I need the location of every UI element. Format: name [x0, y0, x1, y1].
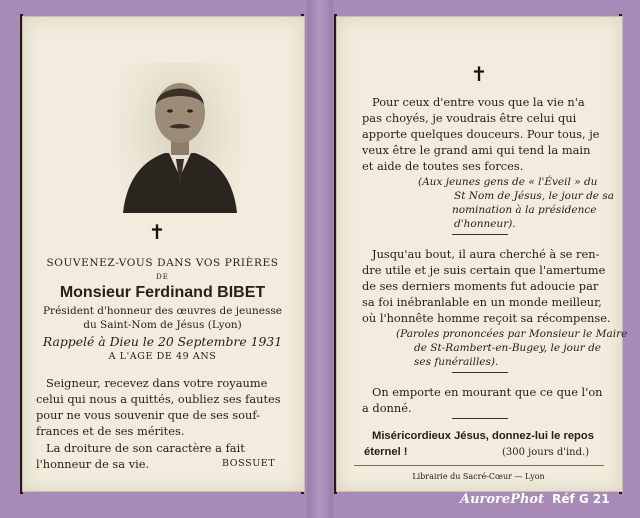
citation-2-line-3: ses funérailles).: [414, 356, 499, 368]
final-prayer-line-1: Miséricordieux Jésus, donnez-lui le repos: [372, 430, 594, 442]
citation-1-line-1: (Aux jeunes gens de « l'Éveil » du: [418, 176, 598, 188]
paragraph-2-line-2: dre utile et je suis certain que l'amertume: [362, 263, 606, 277]
paragraph-1-line-5: et aide de toutes ses forces.: [362, 159, 524, 173]
watermark: [460, 492, 634, 514]
death-date: Rappelé à Dieu le 20 Septembre 1931: [42, 334, 283, 349]
paragraph-2-line-1: Jusqu'au bout, il aura cherché à se ren-: [372, 247, 600, 261]
paragraph-3-line-2: a donné.: [362, 401, 412, 415]
prayer-line-1: Seigneur, recevez dans votre royaume: [46, 376, 268, 390]
printer-credit: Librairie du Sacré-Cœur — Lyon: [412, 472, 545, 481]
printer-rule: [354, 465, 604, 466]
deceased-name: Monsieur Ferdinand BIBET: [59, 284, 266, 301]
quote-line-2: l'honneur de sa vie.: [36, 457, 150, 471]
portrait-photo: [119, 63, 241, 213]
divider-2: [452, 372, 508, 373]
final-prayer-line-2: éternel !: [364, 446, 408, 458]
watermark-signature: AurorePhot: [460, 492, 545, 507]
paragraph-1-line-1: Pour ceux d'entre vous que la vie n'a: [372, 95, 585, 109]
paragraph-1-line-4: veux être le grand ami qui tend la main: [362, 143, 591, 157]
paragraph-2-line-5: où l'honnête homme reçoit sa récompense.: [362, 311, 611, 325]
indulgence-note: (300 jours d'ind.): [502, 447, 590, 458]
citation-2-line-2: de St-Rambert-en-Bugey, le jour de: [414, 342, 602, 354]
age-at-death: A L'AGE DE 49 ANS: [108, 351, 217, 362]
paragraph-2-line-4: sa foi inébranlable en un monde meilleur,: [362, 295, 602, 309]
reference-label: Réf G 21: [552, 492, 610, 506]
citation-2-line-1: (Paroles prononcées par Monsieur le Maire: [396, 328, 628, 340]
cross-icon: ✝: [148, 220, 166, 244]
citation-1-line-4: d'honneur).: [454, 218, 516, 230]
citation-1-line-2: St Nom de Jésus, le jour de sa: [454, 190, 614, 202]
background-stripe: [307, 0, 333, 518]
portrait-illustration: [119, 63, 241, 213]
citation-1-line-3: nomination à la présidence: [452, 204, 597, 216]
paragraph-2-line-3: de ses derniers moments fut adoucie par: [362, 279, 599, 293]
title-line-2: du Saint-Nom de Jésus (Lyon): [83, 319, 242, 331]
de-label: DE: [156, 273, 169, 281]
quote-line-1: La droiture de son caractère a fait: [46, 441, 245, 455]
prayer-line-4: frances et de ses mérites.: [36, 424, 185, 438]
paragraph-1-line-2: pas choyés, je voudrais être celui qui: [362, 111, 577, 125]
title-line-1: Président d'honneur des œuvres de jeunesse: [42, 305, 283, 317]
prayer-line-3: pour ne vous souvenir que de ses souf-: [36, 408, 260, 422]
prayer-heading: SOUVENEZ-VOUS DANS VOS PRIÈRES: [46, 257, 279, 269]
divider-1: [452, 234, 508, 235]
cross-icon-back: ✝: [470, 62, 488, 86]
paragraph-1-line-3: apporte quelques douceurs. Pour tous, je: [362, 127, 600, 141]
prayer-line-2: celui qui nous a quittés, oubliez ses fautes: [36, 392, 281, 406]
quote-author: BOSSUET: [222, 458, 276, 469]
paragraph-3-line-1: On emporte en mourant que ce que l'on: [372, 385, 603, 399]
divider-3: [452, 418, 508, 419]
